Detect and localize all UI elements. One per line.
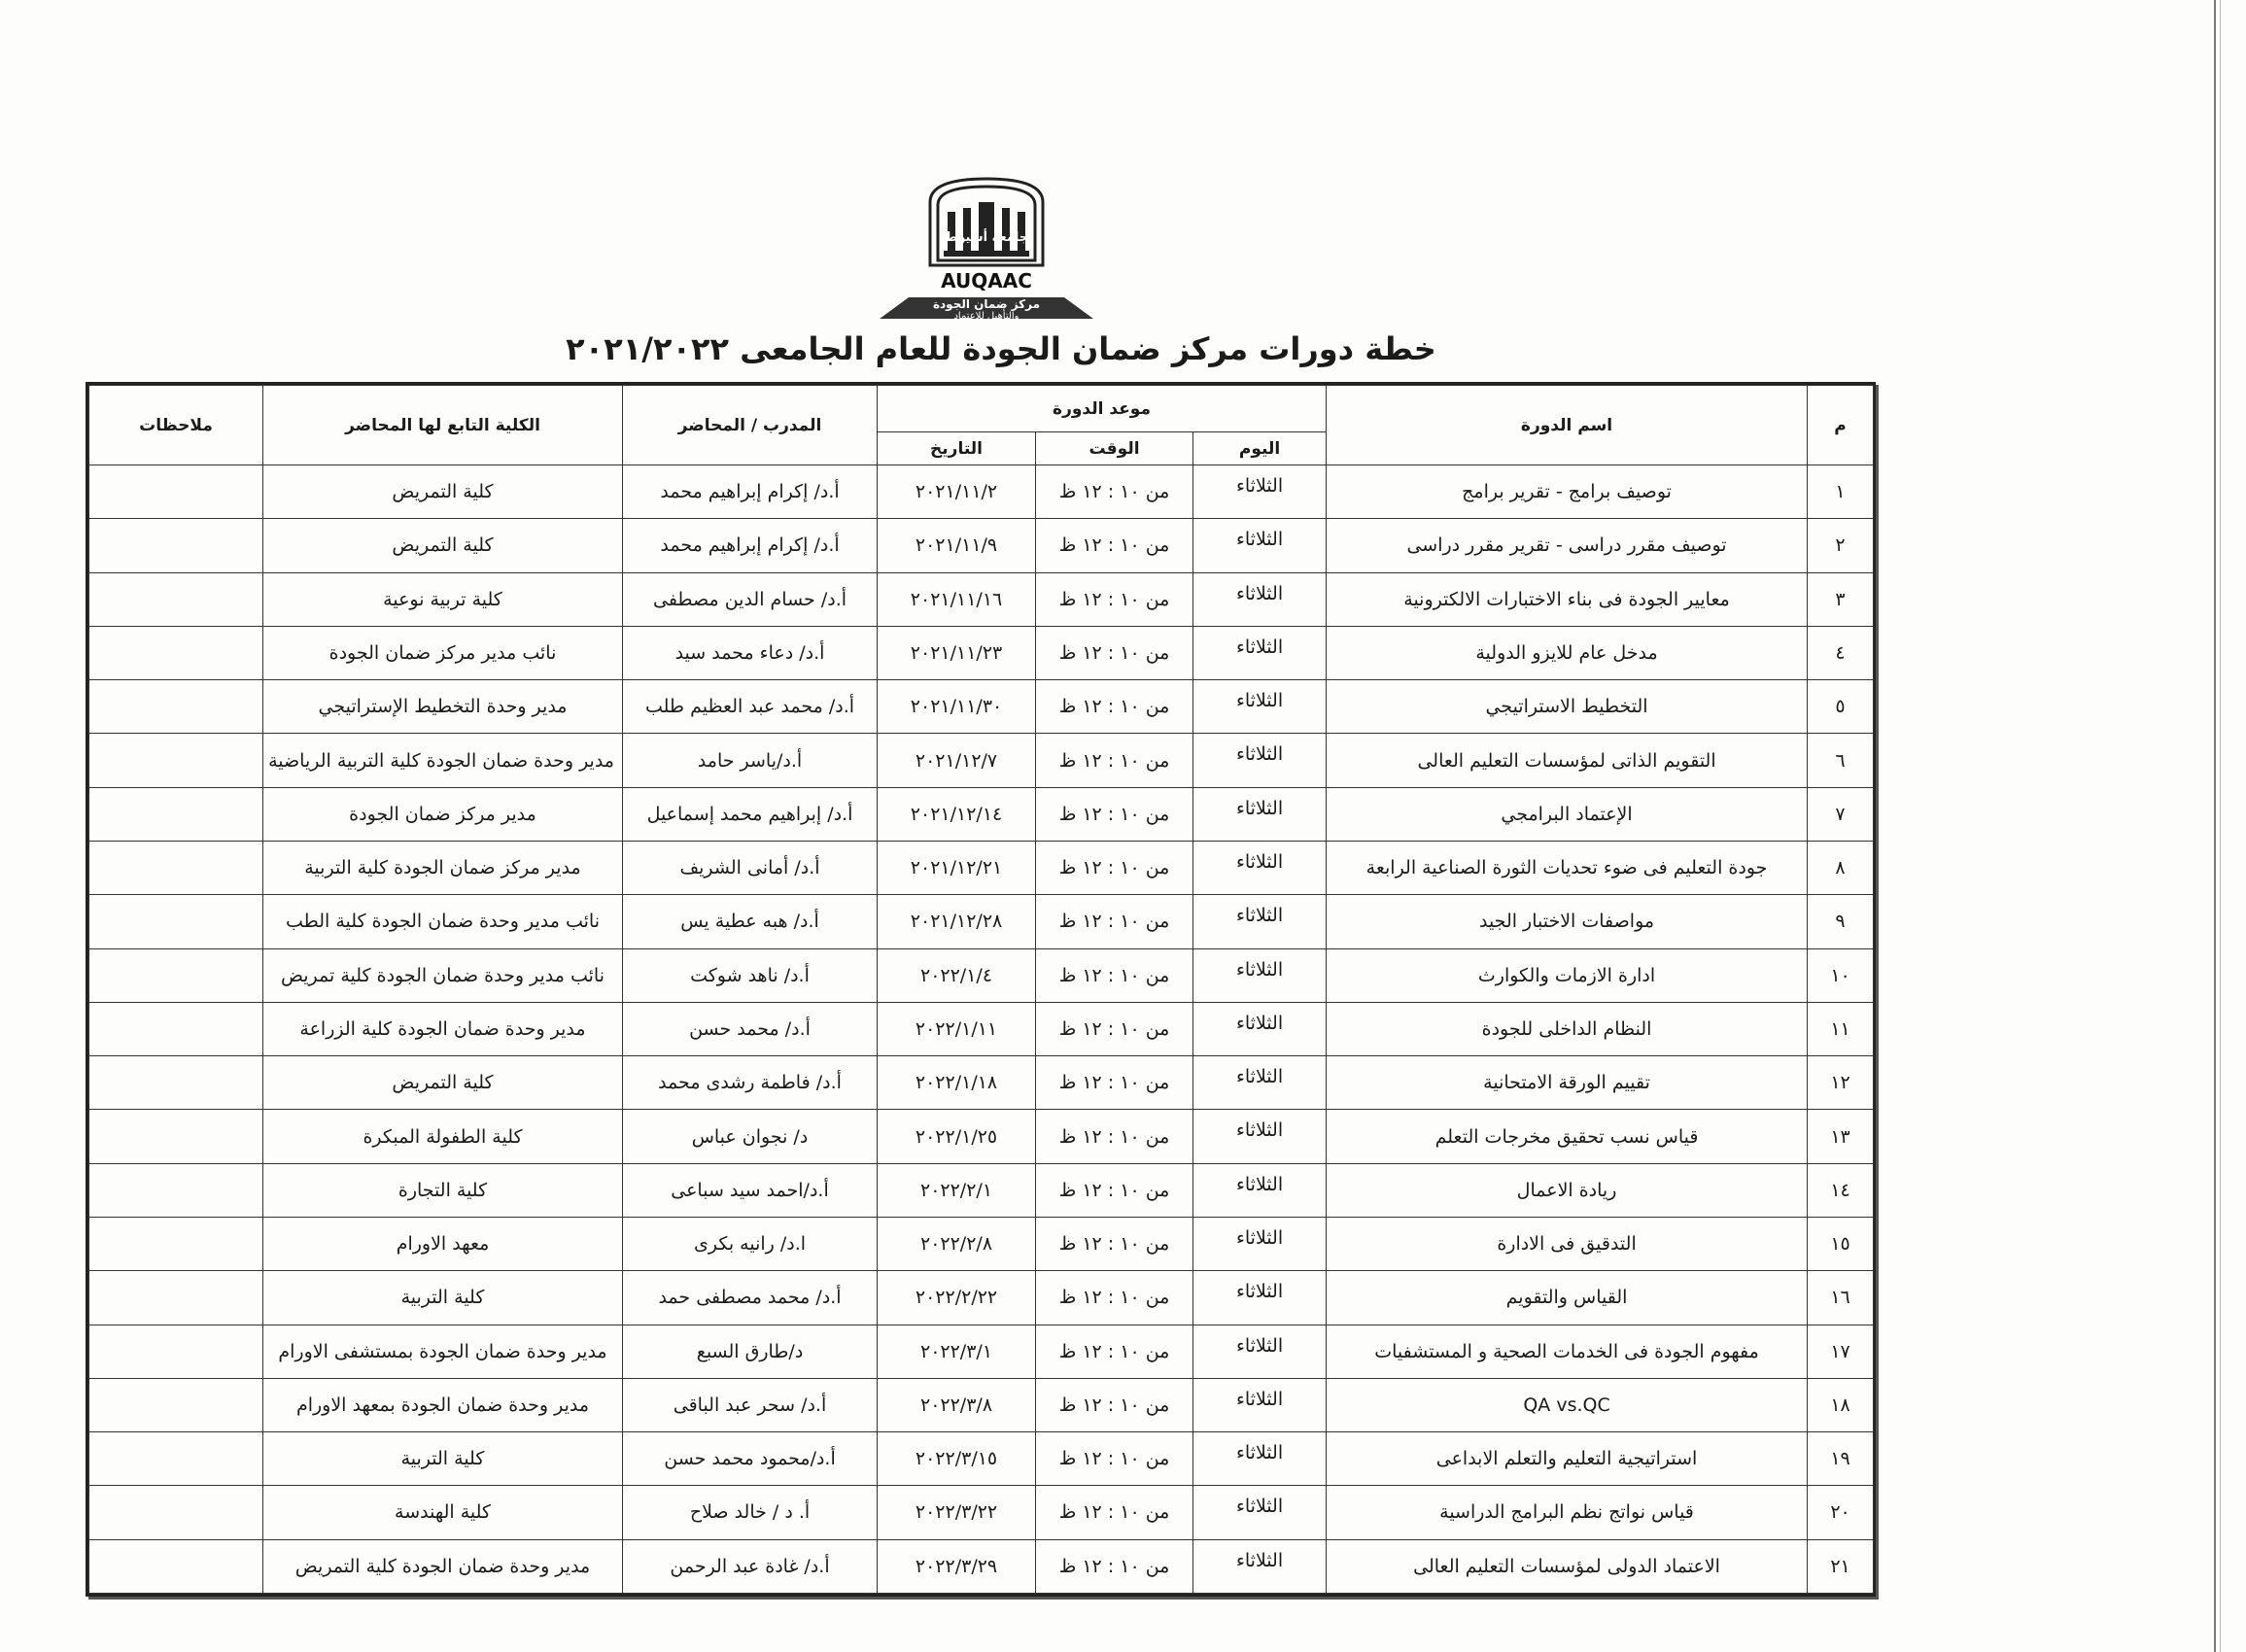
- row-notes: [89, 1325, 263, 1378]
- trainer-name: أ.د/ سحر عبد الباقى: [623, 1378, 878, 1431]
- trainer-name: أ.د/ هبه عطية يس: [623, 895, 878, 948]
- table-row: [89, 1056, 1874, 1110]
- course-time: من ١٠ : ١٢ ظ: [1036, 1378, 1193, 1431]
- row-num: ١٥: [1808, 1217, 1874, 1270]
- table-row: [89, 1378, 1874, 1431]
- trainer-name: أ.د/ حسام الدين مصطفى: [623, 572, 878, 626]
- row-num: ١٤: [1808, 1163, 1874, 1217]
- trainer-faculty: مدير مركز ضمان الجودة: [263, 787, 623, 841]
- svg-text:والتأهيل للاعتماد: والتأهيل للاعتماد: [953, 311, 1019, 322]
- course-day: الثلاثاء: [1193, 1486, 1327, 1539]
- table-row: [89, 1271, 1874, 1325]
- trainer-faculty: كلية التمريض: [263, 465, 623, 519]
- row-num: ١٦: [1808, 1271, 1874, 1325]
- table-row: [89, 1539, 1874, 1593]
- page-title: خطة دورات مركز ضمان الجودة للعام الجامعى ٢٠٢١/٢٠٢٢: [566, 330, 1436, 367]
- table-row: [89, 841, 1874, 894]
- trainer-name: أ. د / خالد صلاح: [623, 1486, 878, 1539]
- course-date: ٢٠٢١/١١/٣٠: [878, 680, 1036, 734]
- course-time: من ١٠ : ١٢ ظ: [1036, 626, 1193, 679]
- course-day: الثلاثاء: [1193, 1002, 1327, 1055]
- table-row: [89, 680, 1874, 734]
- row-num: ٢١: [1808, 1539, 1874, 1593]
- row-num: ١٢: [1808, 1056, 1874, 1110]
- course-date: ٢٠٢١/١٢/١٤: [878, 787, 1036, 841]
- row-num: ١٩: [1808, 1432, 1874, 1486]
- row-notes: [89, 1002, 263, 1055]
- course-date: ٢٠٢٢/٣/٨: [878, 1378, 1036, 1431]
- trainer-faculty: كلية الهندسة: [263, 1486, 623, 1539]
- trainer-faculty: نائب مدير وحدة ضمان الجودة كلية تمريض: [263, 948, 623, 1002]
- course-name: التقويم الذاتى لمؤسسات التعليم العالى: [1327, 734, 1808, 787]
- course-time: من ١٠ : ١٢ ظ: [1036, 1056, 1193, 1110]
- table-row: [89, 465, 1874, 519]
- row-notes: [89, 895, 263, 948]
- row-num: ١: [1808, 465, 1874, 519]
- row-notes: [89, 465, 263, 519]
- trainer-name: أ.د/ غادة عبد الرحمن: [623, 1539, 878, 1593]
- course-date: ٢٠٢١/١٢/٢١: [878, 841, 1036, 894]
- course-date: ٢٠٢١/١٢/٢٨: [878, 895, 1036, 948]
- row-notes: [89, 680, 263, 734]
- row-notes: [89, 1110, 263, 1163]
- course-time: من ١٠ : ١٢ ظ: [1036, 1325, 1193, 1378]
- trainer-name: أ.د/ فاطمة رشدى محمد: [623, 1056, 878, 1110]
- table-row: [89, 895, 1874, 948]
- row-num: ٨: [1808, 841, 1874, 894]
- header-faculty: الكلية التابع لها المحاضر: [263, 386, 623, 465]
- header-time: الوقت: [1036, 432, 1193, 465]
- row-notes: [89, 1539, 263, 1593]
- scan-edge-line: [2214, 0, 2216, 1652]
- row-notes: [89, 1056, 263, 1110]
- table-row: [89, 734, 1874, 787]
- course-time: من ١٠ : ١٢ ظ: [1036, 1110, 1193, 1163]
- row-num: ٧: [1808, 787, 1874, 841]
- course-name: قياس نواتج نظم البرامج الدراسية: [1327, 1486, 1808, 1539]
- trainer-name: د/ نجوان عباس: [623, 1110, 878, 1163]
- course-time: من ١٠ : ١٢ ظ: [1036, 465, 1193, 519]
- table-row: [89, 787, 1874, 841]
- trainer-faculty: نائب مدير مركز ضمان الجودة: [263, 626, 623, 679]
- header-day: اليوم: [1193, 432, 1327, 465]
- course-name: التدقيق فى الادارة: [1327, 1217, 1808, 1270]
- scan-edge-line-inner: [2220, 0, 2221, 1652]
- university-seal-icon: [870, 173, 1103, 324]
- header-notes: ملاحظات: [89, 386, 263, 465]
- trainer-name: أ.د/ إبراهيم محمد إسماعيل: [623, 787, 878, 841]
- course-name: النظام الداخلى للجودة: [1327, 1002, 1808, 1055]
- course-day: الثلاثاء: [1193, 841, 1327, 894]
- course-name: مدخل عام للايزو الدولية: [1327, 626, 1808, 679]
- row-notes: [89, 572, 263, 626]
- trainer-name: أ.د/ إكرام إبراهيم محمد: [623, 519, 878, 572]
- trainer-faculty: معهد الاورام: [263, 1217, 623, 1270]
- row-notes: [89, 841, 263, 894]
- course-time: من ١٠ : ١٢ ظ: [1036, 1486, 1193, 1539]
- course-date: ٢٠٢٢/٢/١: [878, 1163, 1036, 1217]
- row-num: ٤: [1808, 626, 1874, 679]
- table-row: [89, 519, 1874, 572]
- trainer-faculty: مدير وحدة التخطيط الإستراتيجي: [263, 680, 623, 734]
- course-day: الثلاثاء: [1193, 626, 1327, 679]
- course-day: الثلاثاء: [1193, 1110, 1327, 1163]
- row-num: ١٠: [1808, 948, 1874, 1002]
- course-date: ٢٠٢٢/٣/٢٩: [878, 1539, 1036, 1593]
- trainer-name: ا.د/ رانيه بكرى: [623, 1217, 878, 1270]
- trainer-faculty: كلية التمريض: [263, 519, 623, 572]
- course-date: ٢٠٢١/١١/١٦: [878, 572, 1036, 626]
- course-date: ٢٠٢١/١١/٢٣: [878, 626, 1036, 679]
- course-time: من ١٠ : ١٢ ظ: [1036, 895, 1193, 948]
- course-name: مواصفات الاختبار الجيد: [1327, 895, 1808, 948]
- course-time: من ١٠ : ١٢ ظ: [1036, 572, 1193, 626]
- course-name: القياس والتقويم: [1327, 1271, 1808, 1325]
- course-day: الثلاثاء: [1193, 1325, 1327, 1378]
- svg-text:AUQAAC: AUQAAC: [941, 269, 1032, 293]
- trainer-faculty: نائب مدير وحدة ضمان الجودة كلية الطب: [263, 895, 623, 948]
- row-notes: [89, 787, 263, 841]
- table-row: [89, 1217, 1874, 1270]
- course-date: ٢٠٢٢/١/١١: [878, 1002, 1036, 1055]
- course-day: الثلاثاء: [1193, 948, 1327, 1002]
- trainer-name: أ.د/ياسر حامد: [623, 734, 878, 787]
- course-time: من ١٠ : ١٢ ظ: [1036, 519, 1193, 572]
- trainer-name: أ.د/ أمانى الشريف: [623, 841, 878, 894]
- course-day: الثلاثاء: [1193, 1432, 1327, 1486]
- course-time: من ١٠ : ١٢ ظ: [1036, 787, 1193, 841]
- trainer-name: أ.د/ دعاء محمد سيد: [623, 626, 878, 679]
- header-date: التاريخ: [878, 432, 1036, 465]
- course-time: من ١٠ : ١٢ ظ: [1036, 841, 1193, 894]
- course-time: من ١٠ : ١٢ ظ: [1036, 680, 1193, 734]
- svg-text:مركز ضمان الجودة: مركز ضمان الجودة: [932, 297, 1041, 311]
- row-num: ٣: [1808, 572, 1874, 626]
- course-name: ريادة الاعمال: [1327, 1163, 1808, 1217]
- course-day: الثلاثاء: [1193, 1378, 1327, 1431]
- course-date: ٢٠٢١/١١/٢: [878, 465, 1036, 519]
- course-name: الاعتماد الدولى لمؤسسات التعليم العالى: [1327, 1539, 1808, 1593]
- table-row: [89, 1110, 1874, 1163]
- course-date: ٢٠٢٢/٣/١: [878, 1325, 1036, 1378]
- row-notes: [89, 734, 263, 787]
- course-time: من ١٠ : ١٢ ظ: [1036, 1163, 1193, 1217]
- row-notes: [89, 1163, 263, 1217]
- row-notes: [89, 948, 263, 1002]
- row-num: ١٨: [1808, 1378, 1874, 1431]
- course-date: ٢٠٢٢/٣/١٥: [878, 1432, 1036, 1486]
- trainer-faculty: كلية التمريض: [263, 1056, 623, 1110]
- course-time: من ١٠ : ١٢ ظ: [1036, 1539, 1193, 1593]
- trainer-faculty: كلية تربية نوعية: [263, 572, 623, 626]
- course-name: توصيف مقرر دراسى - تقرير مقرر دراسى: [1327, 519, 1808, 572]
- trainer-name: أ.د/محمود محمد حسن: [623, 1432, 878, 1486]
- course-day: الثلاثاء: [1193, 1217, 1327, 1270]
- row-num: ٥: [1808, 680, 1874, 734]
- course-day: الثلاثاء: [1193, 895, 1327, 948]
- trainer-faculty: كلية التجارة: [263, 1163, 623, 1217]
- header-trainer: المدرب / المحاضر: [623, 386, 878, 465]
- trainer-name: أ.د/ محمد عبد العظيم طلب: [623, 680, 878, 734]
- row-num: ٢: [1808, 519, 1874, 572]
- row-num: ١٧: [1808, 1325, 1874, 1378]
- course-time: من ١٠ : ١٢ ظ: [1036, 1432, 1193, 1486]
- course-name: مفهوم الجودة فى الخدمات الصحية و المستشفيات: [1327, 1325, 1808, 1378]
- row-notes: [89, 1378, 263, 1431]
- course-date: ٢٠٢٢/٢/٨: [878, 1217, 1036, 1270]
- table-row: [89, 1002, 1874, 1055]
- table-row: [89, 948, 1874, 1002]
- trainer-faculty: كلية التربية: [263, 1271, 623, 1325]
- courses-table: [88, 385, 1874, 1594]
- trainer-faculty: مدير مركز ضمان الجودة كلية التربية: [263, 841, 623, 894]
- course-name: قياس نسب تحقيق مخرجات التعلم: [1327, 1110, 1808, 1163]
- course-name: معايير الجودة فى بناء الاختبارات الالكترونية: [1327, 572, 1808, 626]
- header-schedule: موعد الدورة: [878, 386, 1327, 432]
- course-time: من ١٠ : ١٢ ظ: [1036, 1002, 1193, 1055]
- trainer-faculty: كلية الطفولة المبكرة: [263, 1110, 623, 1163]
- trainer-faculty: مدير وحدة ضمان الجودة كلية التربية الرياضية: [263, 734, 623, 787]
- seal-text: جامعة أسيوط: [944, 230, 1029, 245]
- course-time: من ١٠ : ١٢ ظ: [1036, 734, 1193, 787]
- header-course: اسم الدورة: [1327, 386, 1808, 465]
- course-day: الثلاثاء: [1193, 519, 1327, 572]
- course-day: الثلاثاء: [1193, 734, 1327, 787]
- table-row: [89, 1325, 1874, 1378]
- course-day: الثلاثاء: [1193, 787, 1327, 841]
- course-name: التخطيط الاستراتيجي: [1327, 680, 1808, 734]
- auqaac-logo: [870, 173, 1103, 324]
- course-time: من ١٠ : ١٢ ظ: [1036, 1217, 1193, 1270]
- trainer-faculty: مدير وحدة ضمان الجودة بمستشفى الاورام: [263, 1325, 623, 1378]
- row-num: ٩: [1808, 895, 1874, 948]
- table-row: [89, 1486, 1874, 1539]
- trainer-name: د/طارق السبع: [623, 1325, 878, 1378]
- row-notes: [89, 1217, 263, 1270]
- header-num: م: [1808, 386, 1874, 465]
- course-day: الثلاثاء: [1193, 1163, 1327, 1217]
- course-date: ٢٠٢٢/٣/٢٢: [878, 1486, 1036, 1539]
- course-name: جودة التعليم فى ضوء تحديات الثورة الصناعية الرابعة: [1327, 841, 1808, 894]
- course-day: الثلاثاء: [1193, 1056, 1327, 1110]
- table-row: [89, 1163, 1874, 1217]
- row-num: ٦: [1808, 734, 1874, 787]
- trainer-faculty: مدير وحدة ضمان الجودة كلية الزراعة: [263, 1002, 623, 1055]
- course-date: ٢٠٢٢/١/١٨: [878, 1056, 1036, 1110]
- course-day: الثلاثاء: [1193, 1271, 1327, 1325]
- course-name: توصيف برامج - تقرير برامج: [1327, 465, 1808, 519]
- row-num: ٢٠: [1808, 1486, 1874, 1539]
- table-row: [89, 1432, 1874, 1486]
- trainer-name: أ.د/ محمد حسن: [623, 1002, 878, 1055]
- course-day: الثلاثاء: [1193, 1539, 1327, 1593]
- course-day: الثلاثاء: [1193, 572, 1327, 626]
- row-num: ١٣: [1808, 1110, 1874, 1163]
- table-body: [89, 465, 1874, 1594]
- row-num: ١١: [1808, 1002, 1874, 1055]
- row-notes: [89, 1271, 263, 1325]
- trainer-faculty: مدير وحدة ضمان الجودة كلية التمريض: [263, 1539, 623, 1593]
- trainer-faculty: كلية التربية: [263, 1432, 623, 1486]
- courses-table-frame: [86, 382, 1876, 1597]
- course-name: الإعتماد البرامجي: [1327, 787, 1808, 841]
- row-notes: [89, 519, 263, 572]
- course-date: ٢٠٢١/١١/٩: [878, 519, 1036, 572]
- row-notes: [89, 1432, 263, 1486]
- trainer-name: أ.د/ إكرام إبراهيم محمد: [623, 465, 878, 519]
- row-notes: [89, 626, 263, 679]
- course-date: ٢٠٢٢/١/٤: [878, 948, 1036, 1002]
- row-notes: [89, 1486, 263, 1539]
- trainer-name: أ.د/ ناهد شوكت: [623, 948, 878, 1002]
- course-day: الثلاثاء: [1193, 465, 1327, 519]
- trainer-name: أ.د/احمد سيد سباعى: [623, 1163, 878, 1217]
- course-name: ادارة الازمات والكوارث: [1327, 948, 1808, 1002]
- course-name: QA vs.QC: [1327, 1378, 1808, 1431]
- course-date: ٢٠٢١/١٢/٧: [878, 734, 1036, 787]
- course-name: استراتيجية التعليم والتعلم الابداعى: [1327, 1432, 1808, 1486]
- course-date: ٢٠٢٢/١/٢٥: [878, 1110, 1036, 1163]
- course-time: من ١٠ : ١٢ ظ: [1036, 1271, 1193, 1325]
- course-name: تقييم الورقة الامتحانية: [1327, 1056, 1808, 1110]
- table-row: [89, 572, 1874, 626]
- table-row: [89, 626, 1874, 679]
- trainer-name: أ.د/ محمد مصطفى حمد: [623, 1271, 878, 1325]
- course-date: ٢٠٢٢/٢/٢٢: [878, 1271, 1036, 1325]
- course-time: من ١٠ : ١٢ ظ: [1036, 948, 1193, 1002]
- course-day: الثلاثاء: [1193, 680, 1327, 734]
- trainer-faculty: مدير وحدة ضمان الجودة بمعهد الاورام: [263, 1378, 623, 1431]
